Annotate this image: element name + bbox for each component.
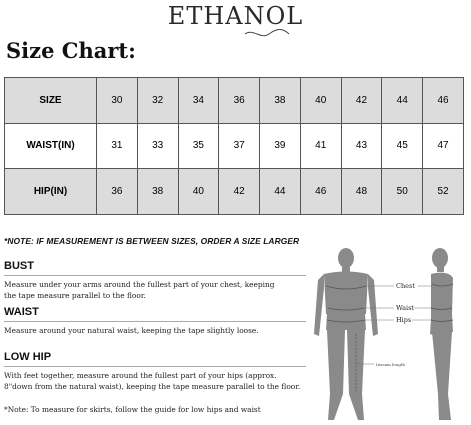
inseam-label: Inseam length	[376, 362, 405, 367]
waist-label: Waist	[396, 304, 415, 312]
waist-cell: 31	[97, 123, 138, 169]
size-row-header: SIZE	[5, 78, 97, 124]
low-hip-instructions-line: 8"down from the natural waist), keeping the tape measure parallel to the floor.	[4, 381, 301, 391]
logo-swirl-ornament	[243, 28, 291, 40]
brand-logo	[0, 2, 471, 30]
hip-cell: 50	[382, 169, 423, 215]
hip-cell: 44	[260, 169, 301, 215]
size-cell: 34	[178, 78, 219, 124]
hip-cell: 52	[423, 169, 464, 215]
waist-heading: WAIST	[4, 306, 39, 318]
waist-cell: 41	[300, 123, 341, 169]
size-chart-table	[4, 77, 464, 215]
low-hip-instructions	[4, 371, 309, 392]
side-body-silhouette	[430, 248, 453, 420]
waist-row	[5, 123, 464, 169]
waist-instructions-line: Measure around your natural waist, keeping the tape slightly loose.	[4, 326, 259, 335]
size-cell: 30	[97, 78, 138, 124]
hip-cell: 40	[178, 169, 219, 215]
low-hip-instructions-line: With feet together, measure around the fullest part of your hips (approx.	[4, 371, 277, 380]
chest-label: Chest	[396, 282, 415, 290]
bust-divider	[4, 275, 306, 276]
waist-cell: 33	[137, 123, 178, 169]
skirt-note: *Note: To measure for skirts, follow the guide for low hips and waist	[4, 405, 261, 414]
bust-instructions-line: Measure under your arms around the fullest part of your chest, keeping	[4, 280, 275, 289]
size-cell: 42	[341, 78, 382, 124]
waist-cell: 43	[341, 123, 382, 169]
low-hip-heading: LOW HIP	[4, 351, 52, 363]
low-hip-divider	[4, 366, 306, 367]
between-sizes-note: *NOTE: IF MEASUREMENT IS BETWEEN SIZES, ORDER A SIZE LARGER	[4, 236, 300, 246]
size-cell: 44	[382, 78, 423, 124]
hip-cell: 46	[300, 169, 341, 215]
hip-cell: 48	[341, 169, 382, 215]
hip-cell: 38	[137, 169, 178, 215]
size-cell: 40	[300, 78, 341, 124]
size-cell: 38	[260, 78, 301, 124]
front-body-silhouette	[314, 248, 378, 420]
size-row	[5, 78, 464, 124]
brand-logo-text: ETHANOL	[167, 2, 304, 30]
waist-cell: 47	[423, 123, 464, 169]
page-title: Size Chart:	[6, 38, 136, 63]
waist-row-header: WAIST(IN)	[5, 123, 97, 169]
hip-cell: 36	[97, 169, 138, 215]
hip-row-header: HIP(IN)	[5, 169, 97, 215]
bust-heading: BUST	[4, 260, 34, 272]
bust-instructions-line: the tape measure parallel to the floor.	[4, 290, 146, 300]
hip-cell: 42	[219, 169, 260, 215]
waist-cell: 45	[382, 123, 423, 169]
waist-cell: 37	[219, 123, 260, 169]
waist-cell: 39	[260, 123, 301, 169]
measure-leader-lines	[356, 286, 432, 364]
size-cell: 32	[137, 78, 178, 124]
hips-label: Hips	[396, 316, 412, 324]
bust-instructions	[4, 280, 309, 301]
size-cell: 46	[423, 78, 464, 124]
waist-instructions	[4, 326, 309, 337]
hip-row	[5, 169, 464, 215]
waist-divider	[4, 321, 306, 322]
size-cell: 36	[219, 78, 260, 124]
measurement-figure	[310, 244, 468, 424]
waist-cell: 35	[178, 123, 219, 169]
